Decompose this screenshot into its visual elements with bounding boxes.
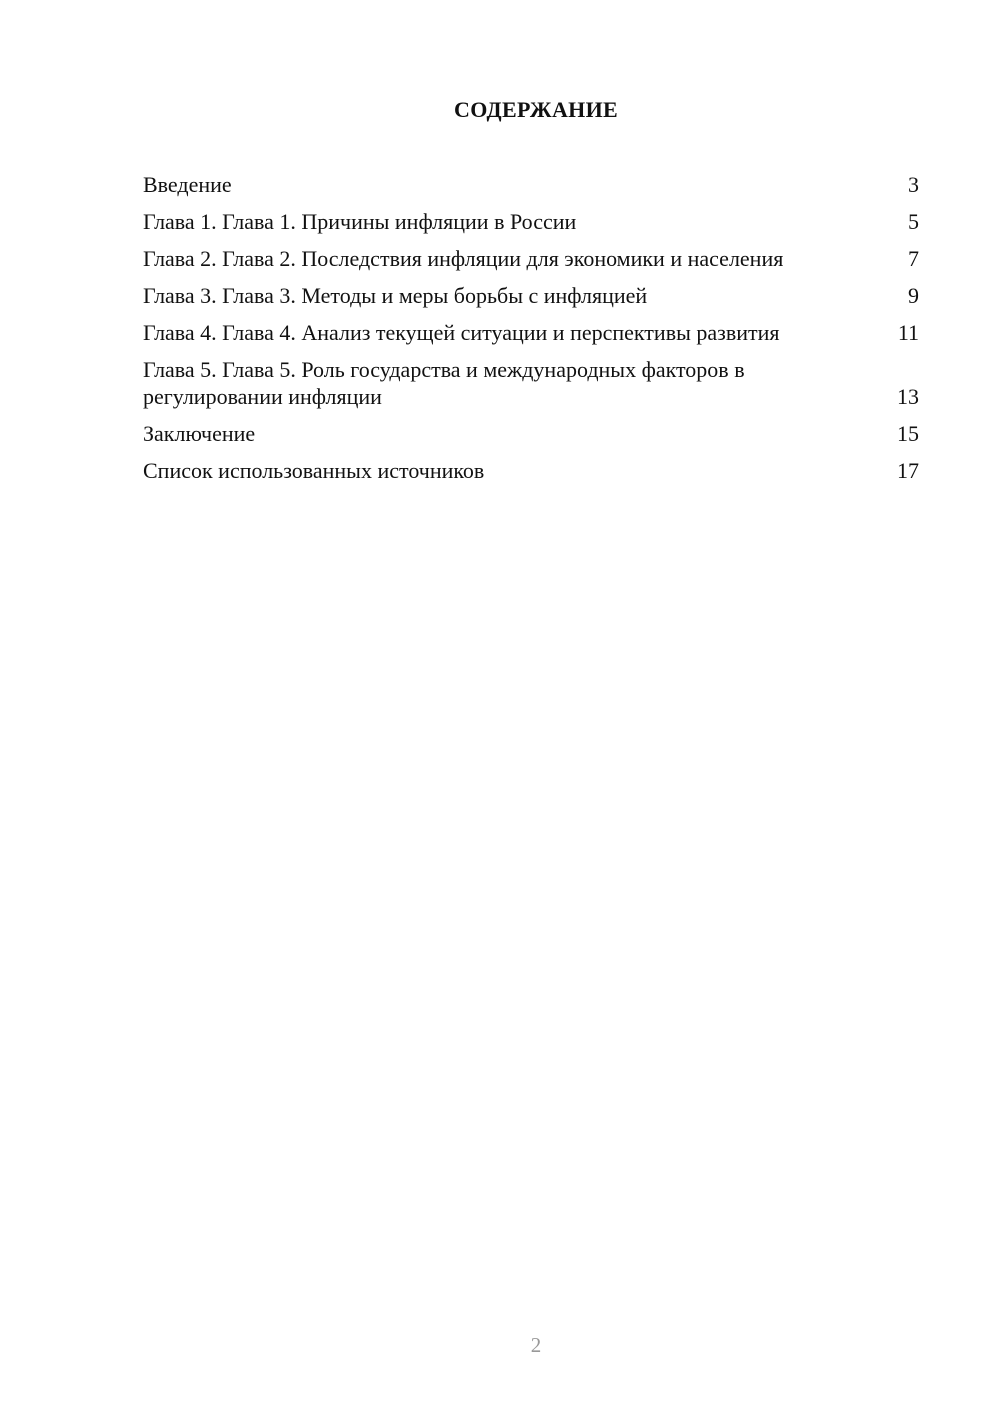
- table-of-contents: [143, 171, 919, 494]
- toc-item-title: Глава 2. Глава 2. Последствия инфляции для экономики и населения: [143, 246, 784, 271]
- toc-item-page: 3: [908, 172, 919, 197]
- toc-item-title: Заключение: [143, 421, 256, 446]
- page-title: СОДЕРЖАНИЕ: [454, 97, 618, 122]
- toc-item-page: 5: [908, 209, 919, 234]
- toc-item-page: 15: [897, 421, 919, 446]
- toc-item-title: Глава 3. Глава 3. Методы и меры борьбы с инфляцией: [143, 283, 648, 308]
- toc-item-page: 13: [897, 384, 919, 409]
- toc-item-chapter-3[interactable]: [143, 282, 919, 309]
- toc-item-title: Список использованных источников: [143, 458, 485, 483]
- toc-item-introduction[interactable]: [143, 171, 919, 198]
- toc-item-page: 9: [908, 283, 919, 308]
- toc-item-chapter-5[interactable]: [143, 356, 919, 410]
- toc-item-title: Глава 4. Глава 4. Анализ текущей ситуации и перспективы развития: [143, 320, 780, 345]
- toc-item-conclusion[interactable]: [143, 420, 919, 447]
- toc-item-page: 7: [908, 246, 919, 271]
- toc-item-references[interactable]: [143, 457, 919, 484]
- toc-item-chapter-1[interactable]: [143, 208, 919, 235]
- toc-item-page: 17: [897, 458, 919, 483]
- toc-item-title: Глава 5. Глава 5. Роль государства и международных факторов в регулировании инфляции: [143, 357, 745, 409]
- toc-item-chapter-2[interactable]: [143, 245, 919, 272]
- toc-item-page: 11: [897, 320, 919, 345]
- page-number: 2: [530, 1333, 542, 1357]
- toc-item-title: Введение: [143, 172, 232, 197]
- toc-item-chapter-4[interactable]: [143, 319, 919, 346]
- toc-item-title: Глава 1. Глава 1. Причины инфляции в России: [143, 209, 577, 234]
